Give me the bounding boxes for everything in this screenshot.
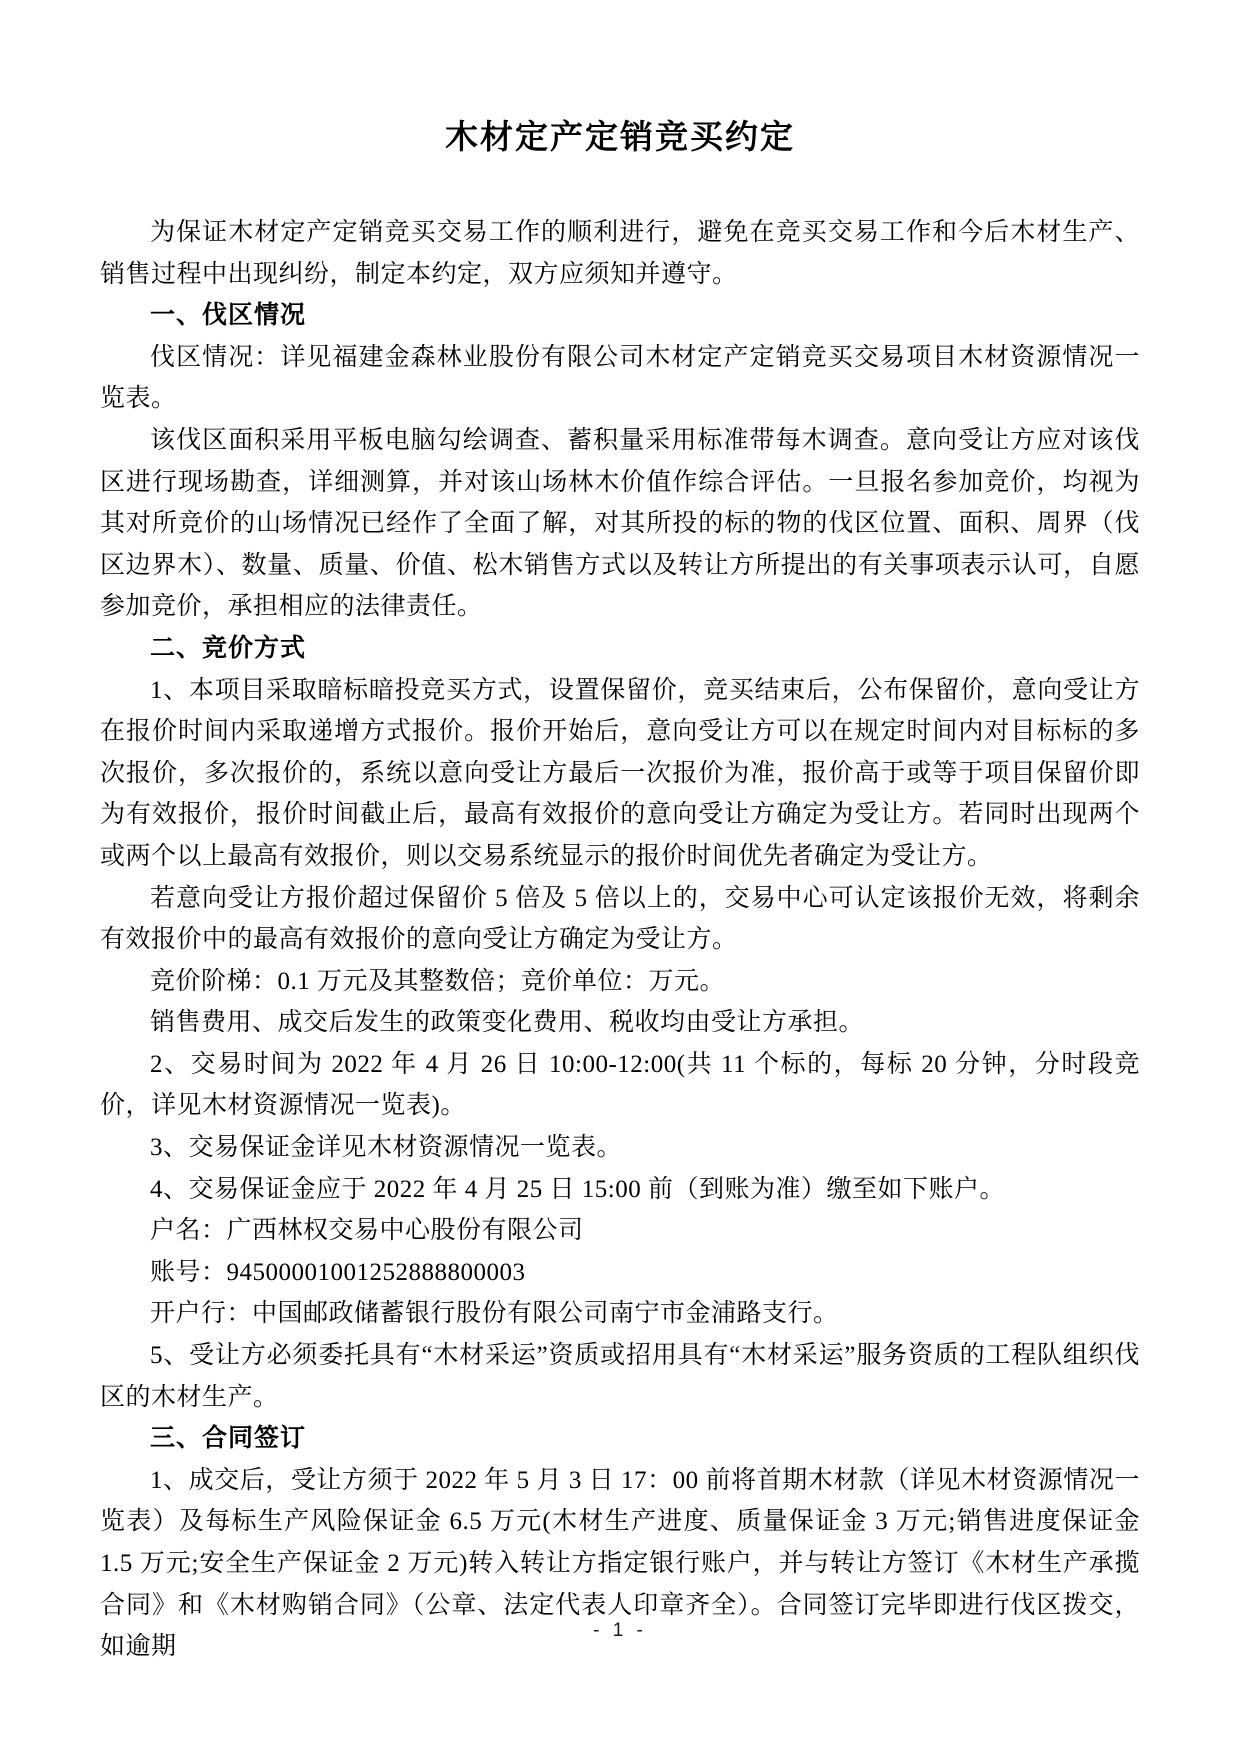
page-number: - 1 -	[593, 1620, 647, 1641]
document-title: 木材定产定销竞买约定	[445, 120, 795, 156]
body-paragraph: 若意向受让方报价超过保留价 5 倍及 5 倍以上的，交易中心可认定该报价无效，将剩余有效报价中的最高有效报价的意向受让方确定为受让方。	[100, 884, 1140, 954]
document-body	[100, 212, 1140, 1668]
body-paragraph: 竞价阶梯：0.1 万元及其整数倍；竞价单位：万元。	[150, 967, 726, 995]
body-paragraph: 1、本项目采取暗标暗投竞买方式，设置保留价，竞买结束后，公布保留价，意向受让方在报价时间内采取递增方式报价。报价开始后，意向受让方可以在规定时间内对目标标的多次报价，多次报价的，系统以意向受让方最后一次报价为准，报价高于或等于项目保留价即为有效报价，报价时间截止后，最高有效报价的意向受让方确定为受让方。若同时出现两个或两个以上最高有效报价，则以交易系统显示的报价时间优先者确定为受让方。	[100, 676, 1140, 870]
section-heading: 二、竞价方式	[150, 633, 307, 662]
section-heading: 三、合同签订	[150, 1424, 307, 1453]
body-paragraph: 为保证木材定产定销竞买交易工作的顺利进行，避免在竞买交易工作和今后木材生产、销售过程中出现纠纷，制定本约定，双方应须知并遵守。	[100, 219, 1140, 288]
body-paragraph: 2、交易时间为 2022 年 4 月 26 日 10:00-12:00(共 11 个标的，每标 20 分钟，分时段竞价，详见木材资源情况一览表)。	[100, 1050, 1140, 1120]
body-paragraph: 4、交易保证金应于 2022 年 4 月 25 日 15:00 前（到账为准）缴至如下账户。	[150, 1175, 1005, 1203]
body-paragraph: 3、交易保证金详见木材资源情况一览表。	[150, 1134, 623, 1162]
body-paragraph: 开户行：中国邮政储蓄银行股份有限公司南宁市金浦路支行。	[150, 1300, 839, 1328]
body-paragraph: 1、成交后，受让方须于 2022 年 5 月 3 日 17：00 前将首期木材款（详见木材资源情况一览表）及每标生产风险保证金 6.5 万元(木材生产进度、质量保证金 3 万元;销售进度保证金 1.5 万元;安全生产保证金 2 万元)转入转让方指定银行账户，并与转让方签订《木材生产承揽合同》和《木材购销合同》（公章、法定代表人印章齐全）。合同签订完毕即进行伐区拨交，如逾期	[100, 1466, 1140, 1661]
body-paragraph: 户名：广西林权交易中心股份有限公司	[150, 1217, 584, 1245]
section-heading: 一、伐区情况	[150, 301, 307, 330]
body-paragraph: 伐区情况：详见福建金森林业股份有限公司木材定产定销竞买交易项目木材资源情况一览表。	[100, 343, 1140, 413]
body-paragraph: 销售费用、成交后发生的政策变化费用、税收均由受让方承担。	[150, 1009, 865, 1037]
body-paragraph: 5、受让方必须委托具有“木材采运”资质或招用具有“木材采运”服务资质的工程队组织伐区的木材生产。	[100, 1342, 1140, 1411]
body-paragraph: 账号：94500001001252888800003	[150, 1258, 526, 1286]
body-paragraph: 该伐区面积采用平板电脑勾绘调查、蓄积量采用标准带每木调查。意向受让方应对该伐区进行现场勘查，详细测算，并对该山场林木价值作综合评估。一旦报名参加竞价，均视为其对所竞价的山场情况已经作了全面了解，对其所投的标的物的伐区位置、面积、周界（伐区边界木）、数量、质量、价值、松木销售方式以及转让方所提出的有关事项表示认可，自愿参加竞价，承担相应的法律责任。	[100, 426, 1140, 621]
